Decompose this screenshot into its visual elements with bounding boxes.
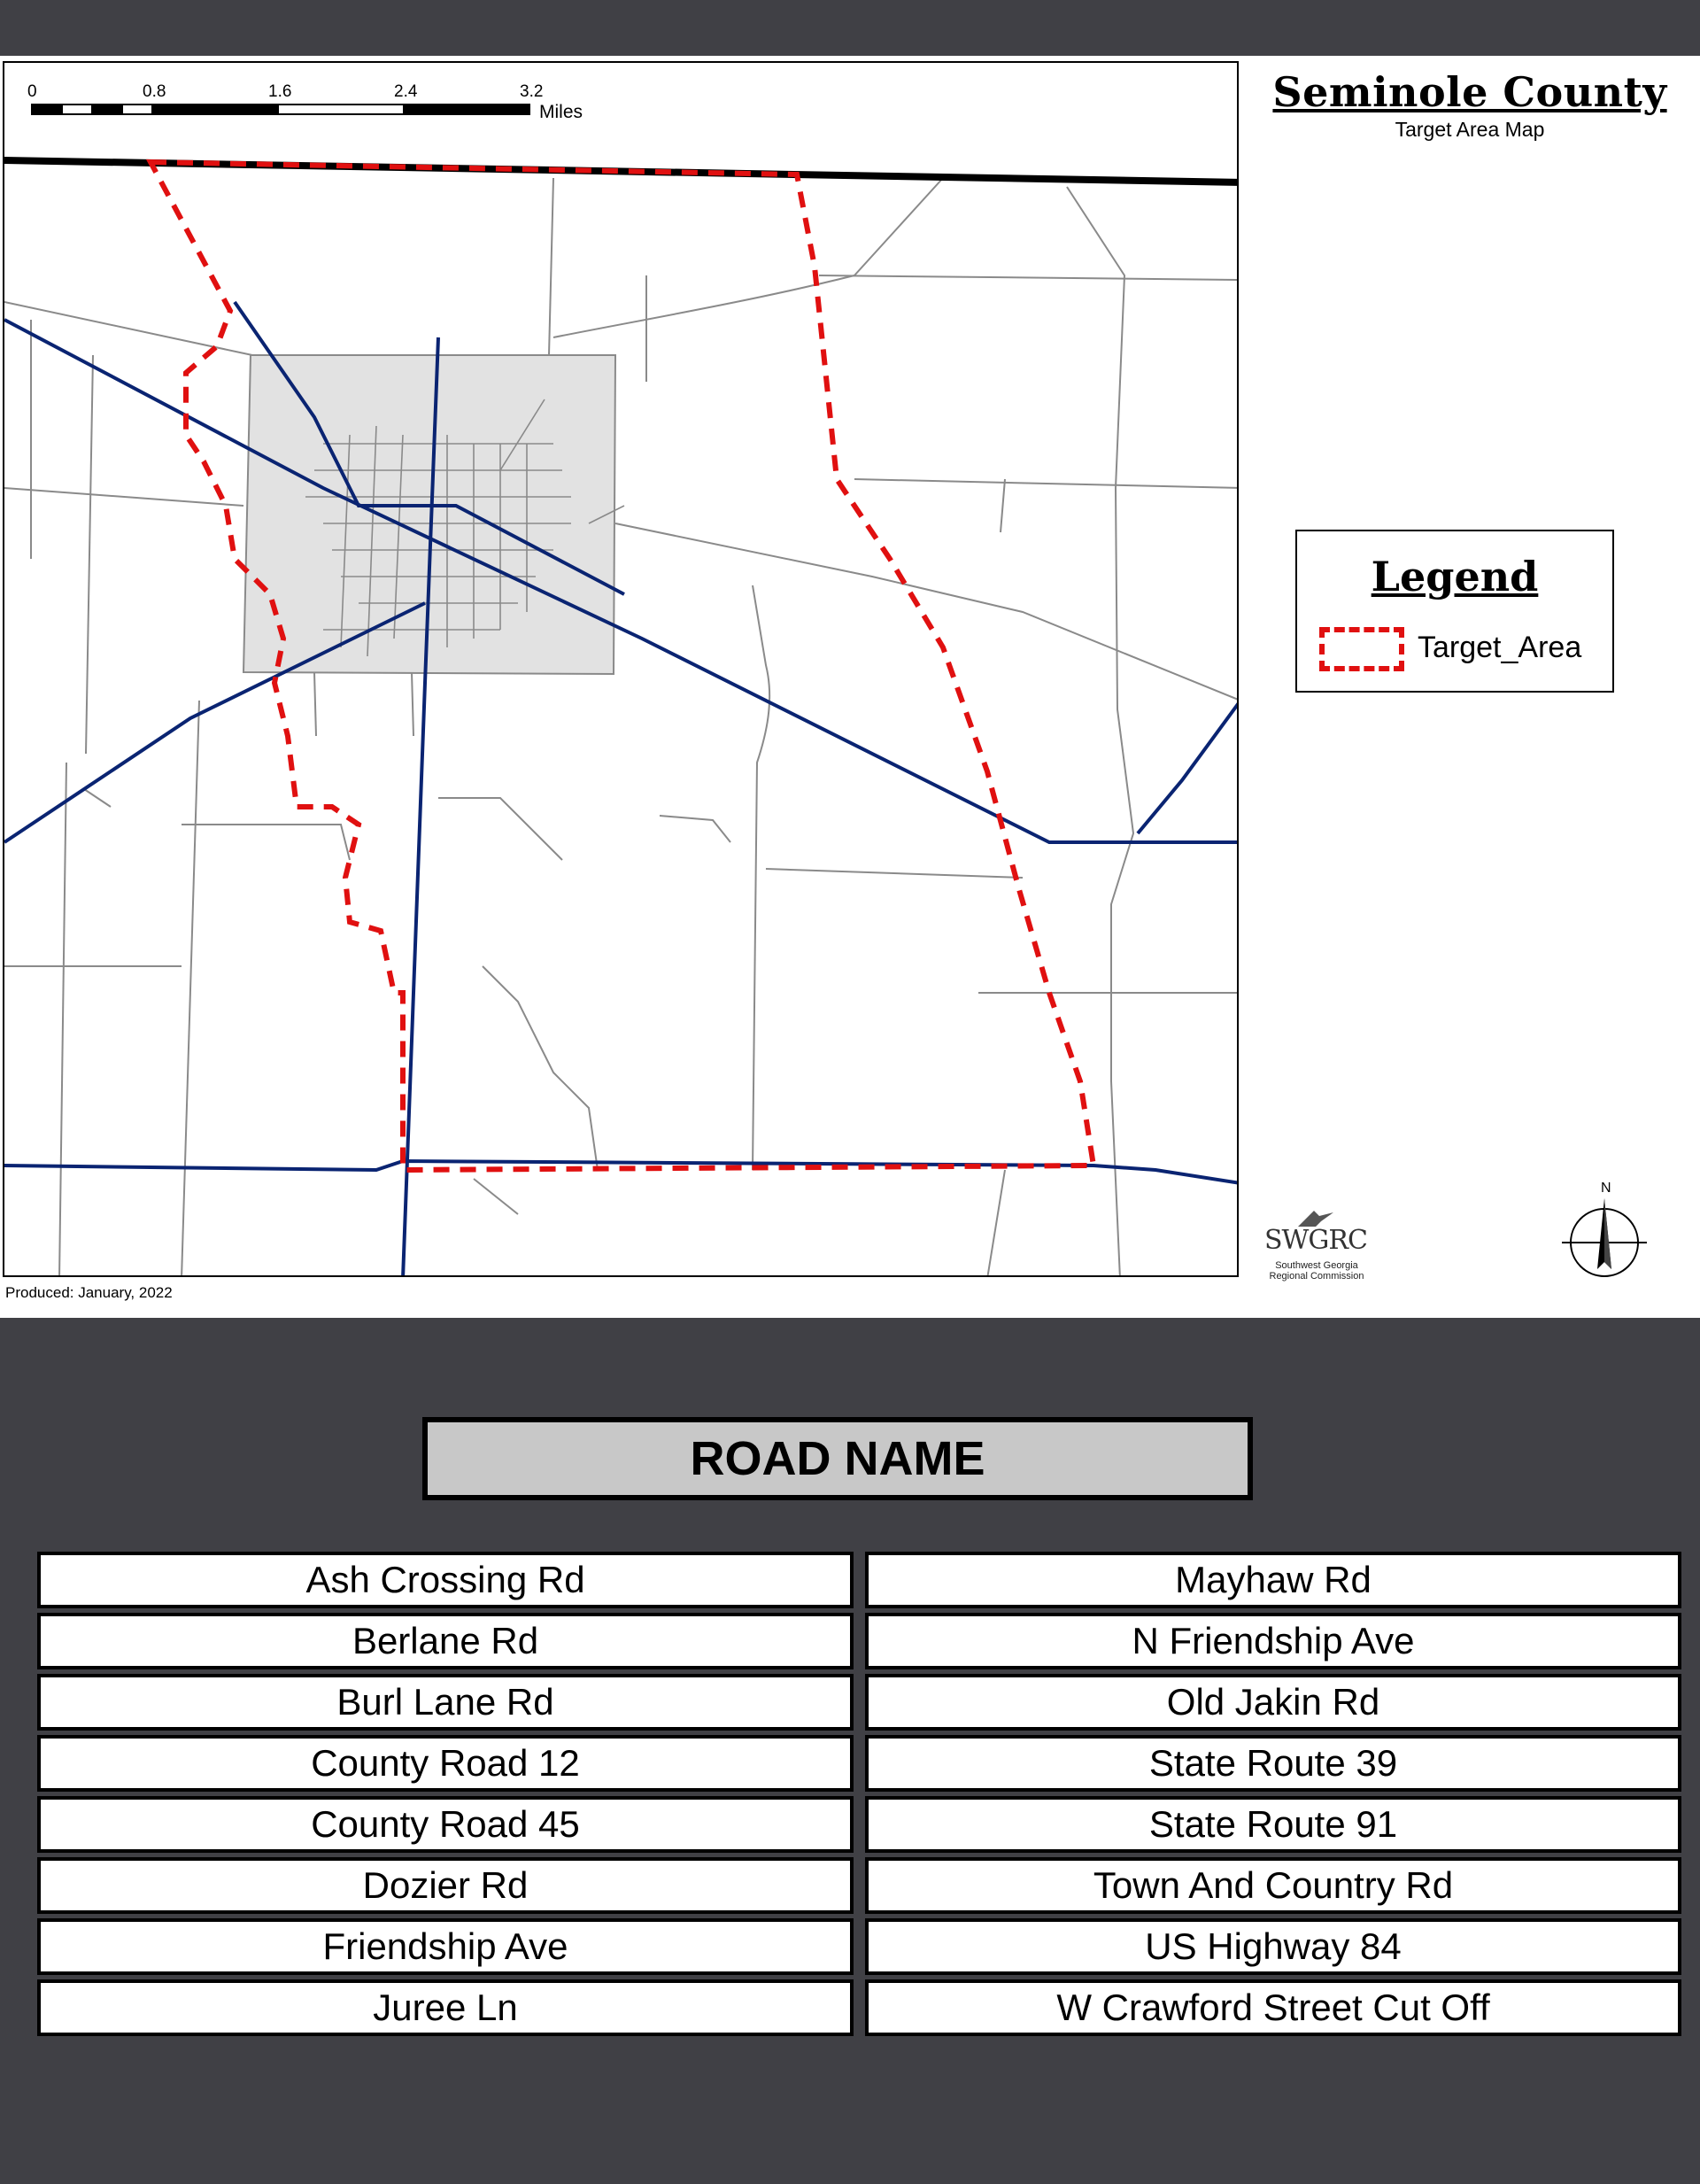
logo-subtitle-line1: Southwest Georgia xyxy=(1275,1260,1358,1271)
north-arrow xyxy=(1558,1181,1656,1278)
road-cell: Old Jakin Rd xyxy=(865,1674,1681,1731)
scale-segment xyxy=(151,104,279,115)
logo-subtitle-line2: Regional Commission xyxy=(1269,1271,1364,1282)
road-list-right xyxy=(865,1552,1681,2041)
scale-segment xyxy=(31,104,63,115)
highways xyxy=(4,302,1239,1277)
road-cell: Dozier Rd xyxy=(37,1857,854,1914)
scale-label-1: 0.8 xyxy=(143,82,166,101)
legend-label-target-area: Target_Area xyxy=(1418,631,1582,664)
map-title-block xyxy=(1248,68,1691,142)
legend xyxy=(1295,530,1614,693)
road-cell: US Highway 84 xyxy=(865,1918,1681,1975)
legend-title: Legend xyxy=(1371,553,1539,600)
road-cell: Town And Country Rd xyxy=(865,1857,1681,1914)
local-roads xyxy=(4,178,1239,1277)
scale-label-4: 3.2 xyxy=(520,82,544,101)
scale-segment xyxy=(91,104,123,115)
road-cell: Berlane Rd xyxy=(37,1613,854,1669)
map-subtitle: Target Area Map xyxy=(1395,118,1545,141)
road-cell: County Road 12 xyxy=(37,1735,854,1792)
road-cell: Ash Crossing Rd xyxy=(37,1552,854,1608)
road-cell: Burl Lane Rd xyxy=(37,1674,854,1731)
scale-label-3: 2.4 xyxy=(394,82,418,101)
scale-label-2: 1.6 xyxy=(268,82,292,101)
map-canvas xyxy=(4,63,1239,1277)
road-name-header: ROAD NAME xyxy=(422,1417,1253,1500)
city-area xyxy=(243,355,615,674)
road-cell: State Route 39 xyxy=(865,1735,1681,1792)
road-cell: W Crawford Street Cut Off xyxy=(865,1979,1681,2036)
map-sheet xyxy=(0,56,1700,1318)
road-cell: Mayhaw Rd xyxy=(865,1552,1681,1608)
road-cell: Friendship Ave xyxy=(37,1918,854,1975)
map-frame xyxy=(3,61,1239,1277)
scale-segment xyxy=(277,104,405,115)
road-cell: Juree Ln xyxy=(37,1979,854,2036)
road-cell: County Road 45 xyxy=(37,1796,854,1853)
road-cell: N Friendship Ave xyxy=(865,1613,1681,1669)
swgrc-logo xyxy=(1259,1207,1383,1287)
north-label: N xyxy=(1601,1181,1611,1196)
road-list-left xyxy=(37,1552,854,2041)
road-cell: State Route 91 xyxy=(865,1796,1681,1853)
scale-segment xyxy=(61,104,93,115)
scale-bar xyxy=(27,82,633,127)
logo-text: SWGRC xyxy=(1264,1225,1367,1256)
scale-segment xyxy=(403,104,530,115)
target-area-swatch xyxy=(1319,627,1404,671)
map-title: Seminole County xyxy=(1272,68,1667,116)
produced-date: Produced: January, 2022 xyxy=(5,1284,173,1301)
scale-label-0: 0 xyxy=(27,82,37,101)
logo-subtitle xyxy=(1259,1260,1374,1282)
scale-segment xyxy=(121,104,153,115)
scale-units: Miles xyxy=(539,102,583,122)
